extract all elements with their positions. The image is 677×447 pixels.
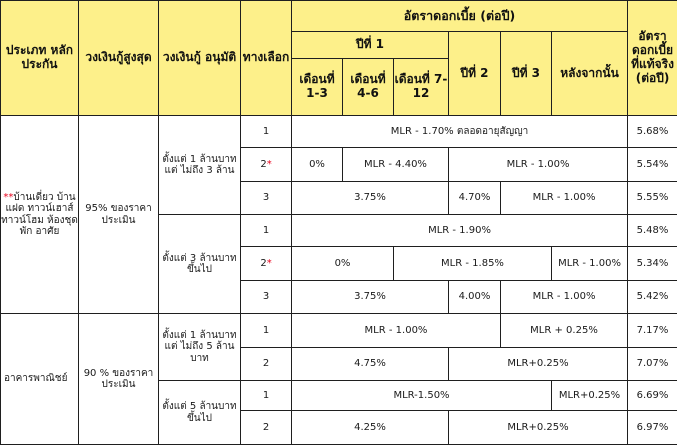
option-number: 2 <box>241 411 292 445</box>
effective-rate: 6.97% <box>628 411 677 445</box>
effective-rate: 6.69% <box>628 381 677 411</box>
rate-cell: MLR - 1.00% <box>501 281 628 314</box>
effective-rate: 5.34% <box>628 247 677 281</box>
rate-cell: MLR - 1.70% ตลอดอายุสัญญา <box>292 116 628 148</box>
rate-cell: 0% <box>292 148 343 182</box>
rate-cell: 3.75% <box>292 281 449 314</box>
residential-tier2-label: ตั้งแต่ 3 ล้านบาท ขึ้นไป <box>159 215 241 314</box>
residential-tier1-label: ตั้งแต่ 1 ล้านบาท แต่ ไม่ถึง 3 ล้าน <box>159 116 241 215</box>
option-number: 1 <box>241 314 292 348</box>
effective-rate: 5.54% <box>628 148 677 182</box>
option-number: 3 <box>241 182 292 215</box>
option-number: 2 <box>241 348 292 381</box>
option-number-cell <box>241 148 292 182</box>
header-collateral-type: ประเภท หลักประกัน <box>1 1 79 116</box>
effective-rate: 5.55% <box>628 182 677 215</box>
rate-cell: 3.75% <box>292 182 449 215</box>
header-max-limit: วงเงินกู้สูงสุด <box>79 1 159 116</box>
commercial-tier2-label: ตั้งแต่ 5 ล้านบาท ขึ้นไป <box>159 381 241 445</box>
rate-cell: MLR - 1.00% <box>552 247 628 281</box>
option-number: 2 <box>260 158 267 170</box>
rate-cell: 4.00% <box>449 281 501 314</box>
rate-cell: MLR - 1.00% <box>292 314 501 348</box>
effective-rate: 5.42% <box>628 281 677 314</box>
option-number: 3 <box>241 281 292 314</box>
residential-star: ** <box>3 191 14 203</box>
rate-cell: 4.75% <box>292 348 449 381</box>
rate-cell: MLR - 1.85% <box>394 247 552 281</box>
option-number: 1 <box>241 381 292 411</box>
header-thereafter: หลังจากนั้น <box>552 32 628 116</box>
header-year3: ปีที่ 3 <box>501 32 552 116</box>
rate-cell: MLR - 1.00% <box>501 182 628 215</box>
rate-cell: 0% <box>292 247 394 281</box>
residential-max-limit: 95% ของราคาประเมิน <box>79 116 159 314</box>
header-option: ทางเลือก <box>241 1 292 116</box>
effective-rate: 7.07% <box>628 348 677 381</box>
option-number: 1 <box>241 116 292 148</box>
header-month-7-12: เดือนที่ 7-12 <box>394 59 449 116</box>
option-star: * <box>266 158 272 170</box>
header-approved-limit: วงเงินกู้ อนุมัติ <box>159 1 241 116</box>
header-effective-rate: อัตรา ดอกเบี้ย ที่แท้จริง (ต่อปี) <box>628 1 677 116</box>
rate-cell: MLR-1.50% <box>292 381 552 411</box>
rate-cell: MLR - 1.00% <box>449 148 628 182</box>
effective-rate: 5.48% <box>628 215 677 247</box>
commercial-tier1-label: ตั้งแต่ 1 ล้านบาท แต่ ไม่ถึง 5 ล้านบาท <box>159 314 241 381</box>
header-year2: ปีที่ 2 <box>449 32 501 116</box>
rate-cell: MLR+0.25% <box>449 411 628 445</box>
residential-type-cell <box>1 116 79 314</box>
option-number: 1 <box>241 215 292 247</box>
rate-cell: MLR+0.25% <box>449 348 628 381</box>
rate-cell: MLR - 4.40% <box>343 148 449 182</box>
rate-cell: 4.25% <box>292 411 449 445</box>
residential-type: บ้านเดี่ยว บ้านแฝด ทาวน์เฮาส์ ทาวน์โฮม ห้องชุดพัก อาศัย <box>1 191 78 237</box>
effective-rate: 7.17% <box>628 314 677 348</box>
rate-cell: 4.70% <box>449 182 501 215</box>
rate-cell: MLR + 0.25% <box>501 314 628 348</box>
option-number: 2 <box>260 257 267 269</box>
header-month-1-3: เดือนที่ 1-3 <box>292 59 343 116</box>
option-star: * <box>266 257 272 269</box>
effective-rate: 5.68% <box>628 116 677 148</box>
option-number-cell <box>241 247 292 281</box>
rate-cell: MLR+0.25% <box>552 381 628 411</box>
commercial-max-limit: 90 % ของราคาประเมิน <box>79 314 159 445</box>
header-year1: ปีที่ 1 <box>292 32 449 59</box>
header-month-4-6: เดือนที่ 4-6 <box>343 59 394 116</box>
commercial-type: อาคารพาณิชย์ <box>1 314 79 445</box>
rate-cell: MLR - 1.90% <box>292 215 628 247</box>
header-interest-rate: อัตราดอกเบี้ย (ต่อปี) <box>292 1 628 32</box>
